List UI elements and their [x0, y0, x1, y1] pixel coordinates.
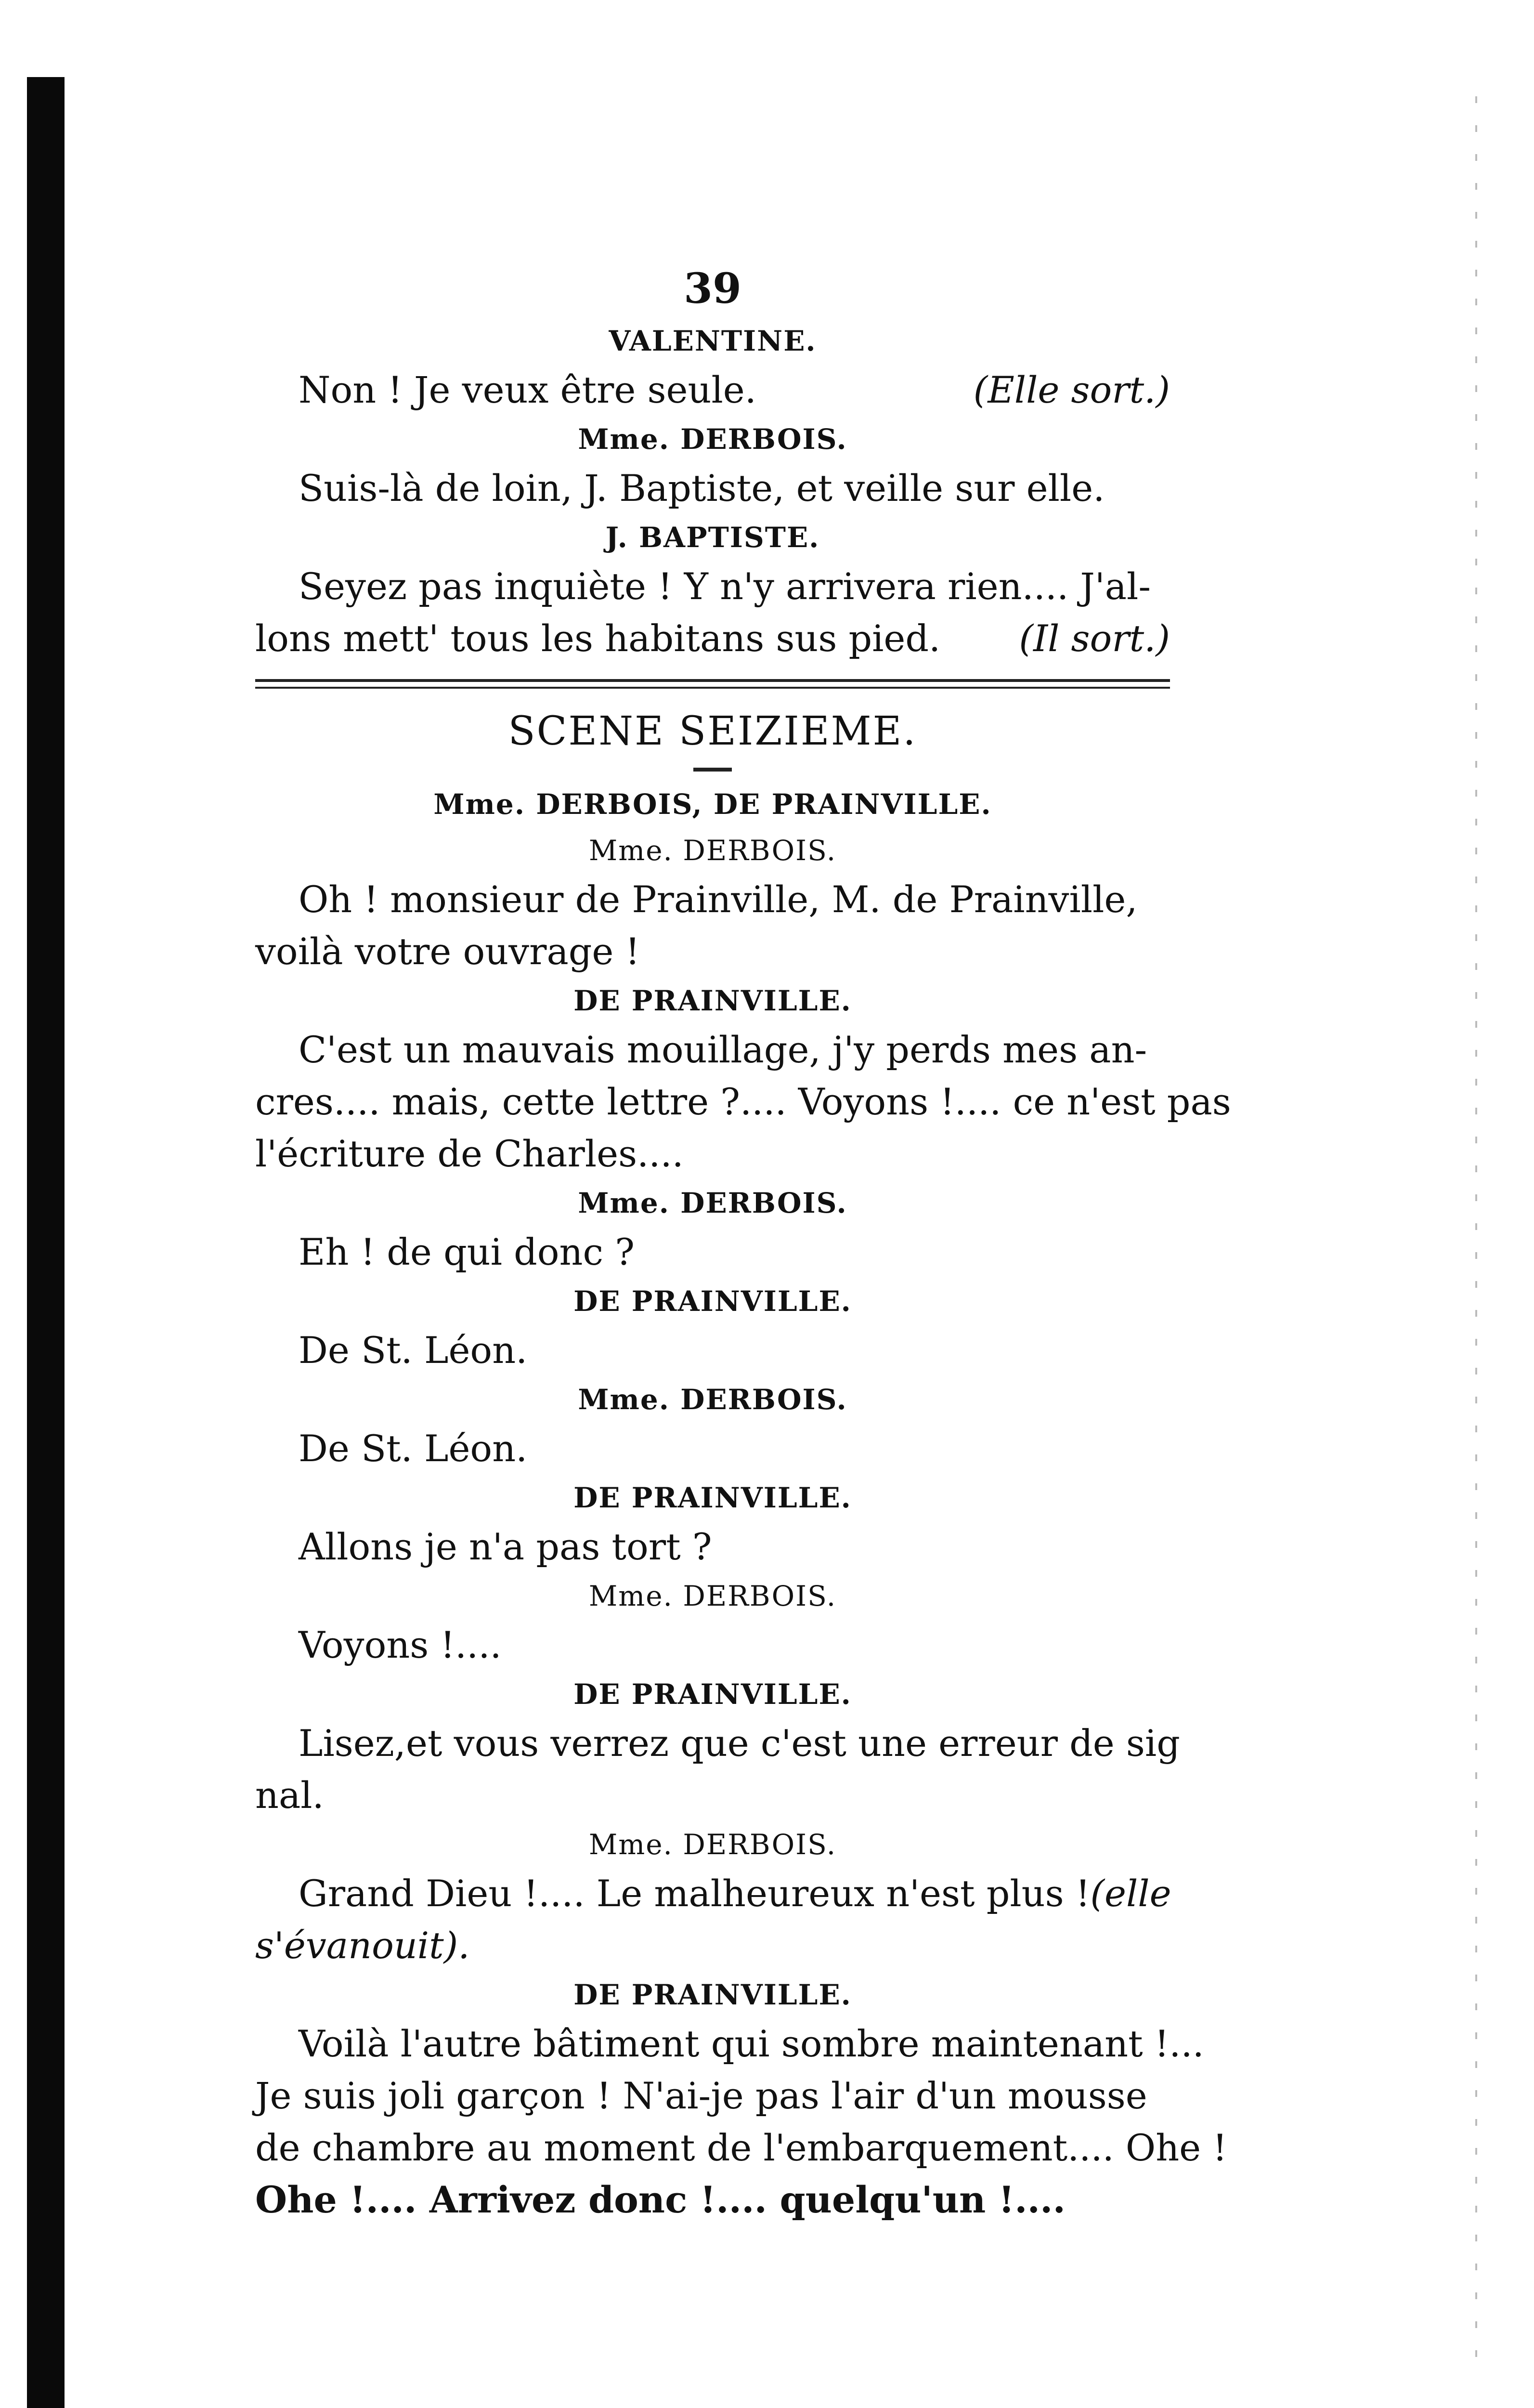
- dialogue-before-scene: [255, 318, 1170, 665]
- dialogue-line: [255, 2174, 1170, 2226]
- dialogue-line: [255, 364, 1170, 416]
- dialogue-text: De St. Léon.: [299, 1427, 528, 1470]
- dialogue-text: Seyez pas inquiète ! Y n'y arrivera rien.... J'al-: [299, 565, 1151, 608]
- page-body: [255, 260, 1231, 2226]
- speaker-name: Mme. DERBOIS.: [578, 1383, 847, 1416]
- speaker-name: DE PRAINVILLE.: [573, 1978, 852, 2011]
- dialogue-line: [255, 1868, 1170, 1920]
- dialogue-line: [255, 1619, 1170, 1671]
- speaker-name: DE PRAINVILLE.: [573, 1285, 852, 1318]
- dialogue-text: Non ! Je veux être seule.: [299, 368, 756, 411]
- dialogue-line: [255, 1076, 1231, 1128]
- dialogue-text: lons mett' tous les habitans sus pied.: [255, 617, 941, 660]
- dialogue-text: nal.: [255, 1774, 324, 1817]
- dialogue-text: Oh ! monsieur de Prainville, M. de Prainville,: [299, 878, 1138, 921]
- scene-title-dash: [693, 768, 732, 772]
- dialogue-text: voilà votre ouvrage !: [255, 930, 640, 973]
- dialogue-text: Suis-là de loin, J. Baptiste, et veille sur elle.: [299, 467, 1105, 510]
- dialogue-text: C'est un mauvais mouillage, j'y perds mes an-: [299, 1028, 1147, 1071]
- binding-spine: [27, 77, 65, 2408]
- dialogue-text: s'évanouit).: [255, 1924, 470, 1967]
- dialogue-line: [255, 2070, 1170, 2122]
- scene-separator-rule: [255, 679, 1170, 689]
- dialogue-line: [255, 1769, 1170, 1821]
- dialogue-line: [255, 462, 1170, 514]
- dialogue-line: [255, 874, 1170, 926]
- scene-title: SCENE SEIZIEME.: [508, 708, 917, 754]
- dialogue-line: [255, 1521, 1170, 1573]
- dialogue-line: [255, 1128, 1170, 1180]
- dialogue-line: [255, 2018, 1204, 2070]
- dialogue-line: [255, 1423, 1170, 1475]
- dialogue-line: [255, 926, 1170, 978]
- speaker-name: Mme. DERBOIS.: [578, 1187, 847, 1219]
- speaker-name: VALENTINE.: [609, 325, 817, 357]
- dialogue-text: Grand Dieu !.... Le malheureux n'est plus !: [299, 1872, 1091, 1915]
- page-number: 39: [684, 264, 741, 313]
- dialogue-text: Ohe !.... Arrivez donc !.... quelqu'un !....: [255, 2178, 1066, 2221]
- stage-direction: (Il sort.): [1019, 617, 1170, 660]
- speaker-name: DE PRAINVILLE.: [573, 1481, 852, 1514]
- dialogue-text: Eh ! de qui donc ?: [299, 1230, 635, 1273]
- dialogue-scene: [255, 827, 1231, 2226]
- dialogue-text: Allons je n'a pas tort ?: [299, 1525, 712, 1568]
- dialogue-line: [255, 1324, 1170, 1376]
- dialogue-line: [255, 1024, 1170, 1076]
- dialogue-line: [255, 1226, 1170, 1278]
- speaker-name: DE PRAINVILLE.: [573, 1678, 852, 1711]
- speaker-name: J. BAPTISTE.: [605, 521, 820, 554]
- dialogue-line: [255, 1717, 1180, 1769]
- dialogue-line: [255, 613, 1170, 665]
- stage-direction: (elle: [1090, 1872, 1171, 1915]
- dialogue-text: Lisez,et vous verrez que c'est une erreur de sig: [299, 1722, 1180, 1765]
- speaker-name: DE PRAINVILLE.: [573, 984, 852, 1017]
- dialogue-text: Voyons !....: [299, 1623, 502, 1666]
- dialogue-text: l'écriture de Charles....: [255, 1132, 684, 1175]
- dialogue-text: De St. Léon.: [299, 1329, 528, 1372]
- stage-direction: (Elle sort.): [973, 368, 1170, 411]
- dialogue-text: cres.... mais, cette lettre ?.... Voyons !.... ce n'est pas: [255, 1080, 1231, 1123]
- dialogue-text: Voilà l'autre bâtiment qui sombre maintenant !...: [299, 2022, 1204, 2065]
- scene-characters: Mme. DERBOIS, DE PRAINVILLE.: [433, 788, 992, 821]
- dialogue-line: [255, 2122, 1227, 2174]
- speaker-name: Mme. DERBOIS.: [588, 1828, 837, 1861]
- dialogue-line: [255, 561, 1170, 613]
- dialogue-line: [255, 1920, 1170, 1972]
- speaker-name: Mme. DERBOIS.: [588, 834, 837, 867]
- dialogue-text: de chambre au moment de l'embarquement.... Ohe !: [255, 2126, 1227, 2169]
- dialogue-text: Je suis joli garçon ! N'ai-je pas l'air d'un mousse: [255, 2074, 1147, 2117]
- speaker-name: Mme. DERBOIS.: [578, 423, 847, 456]
- speaker-name: Mme. DERBOIS.: [588, 1580, 837, 1612]
- page-edge: [1475, 96, 1477, 2360]
